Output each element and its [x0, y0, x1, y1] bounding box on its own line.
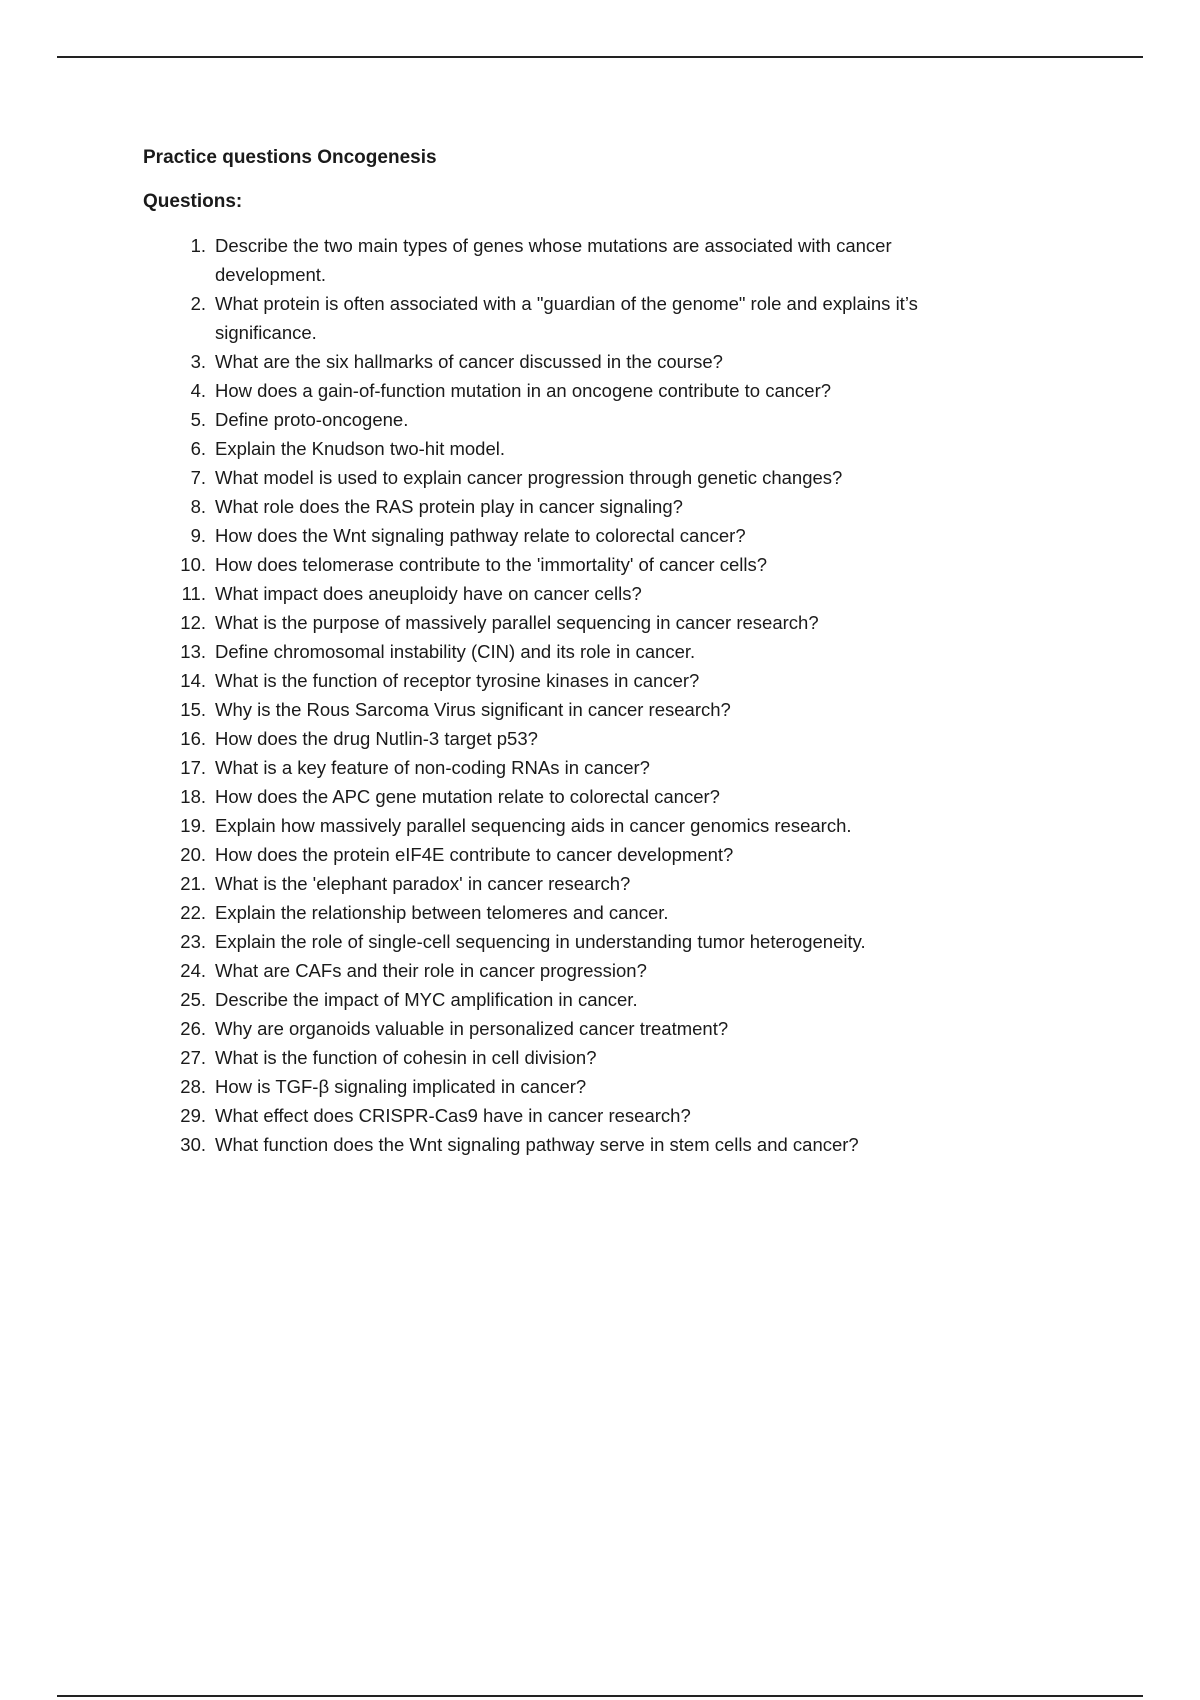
question-number: 19.: [180, 815, 206, 836]
question-text: What are CAFs and their role in cancer progression?: [215, 960, 647, 981]
question-text: Why is the Rous Sarcoma Virus significant in cancer research?: [215, 699, 731, 720]
question-number: 25.: [180, 989, 206, 1010]
question-text: How does the drug Nutlin-3 target p53?: [215, 728, 538, 749]
question-item: [143, 811, 1023, 840]
question-item: [143, 579, 1023, 608]
question-text: How is TGF-β signaling implicated in cancer?: [215, 1076, 587, 1097]
question-text: How does the Wnt signaling pathway relate to colorectal cancer?: [215, 525, 746, 546]
question-text: Explain the role of single-cell sequencing in understanding tumor heterogeneity.: [215, 931, 866, 952]
question-item: [143, 840, 1023, 869]
question-item: [143, 1014, 1023, 1043]
question-item: [143, 1101, 1023, 1130]
question-item: [143, 463, 1023, 492]
question-text: Explain how massively parallel sequencing aids in cancer genomics research.: [215, 815, 852, 836]
footer-rule: [57, 1695, 1143, 1697]
question-text: Define chromosomal instability (CIN) and its role in cancer.: [215, 641, 696, 662]
question-text: Define proto-oncogene.: [215, 409, 409, 430]
question-text: Describe the impact of MYC amplification in cancer.: [215, 989, 638, 1010]
question-item: [143, 782, 1023, 811]
question-number: 9.: [190, 525, 206, 546]
question-number: 11.: [181, 583, 206, 604]
question-text: What is the function of cohesin in cell division?: [215, 1047, 597, 1068]
question-item: [143, 898, 1023, 927]
question-text: What impact does aneuploidy have on cancer cells?: [215, 583, 642, 604]
question-item: [143, 608, 1023, 637]
question-text: What function does the Wnt signaling pathway serve in stem cells and cancer?: [215, 1134, 859, 1155]
question-item: [143, 492, 1023, 521]
question-text: What model is used to explain cancer progression through genetic changes?: [215, 467, 843, 488]
question-number: 7.: [190, 467, 206, 488]
question-number: 5.: [190, 409, 206, 430]
question-number: 13.: [180, 641, 206, 662]
question-text: What role does the RAS protein play in cancer signaling?: [215, 496, 683, 517]
question-text: What is the function of receptor tyrosine kinases in cancer?: [215, 670, 700, 691]
question-text: Why are organoids valuable in personalized cancer treatment?: [215, 1018, 729, 1039]
question-text: How does the protein eIF4E contribute to cancer development?: [215, 844, 734, 865]
question-number: 8.: [190, 496, 206, 517]
question-number: 16.: [180, 728, 206, 749]
question-number: 6.: [190, 438, 206, 459]
question-text: How does a gain-of-function mutation in an oncogene contribute to cancer?: [215, 380, 832, 401]
question-number: 24.: [180, 960, 206, 981]
question-number: 4.: [190, 380, 206, 401]
question-item: [143, 753, 1023, 782]
question-number: 27.: [180, 1047, 206, 1068]
question-text: Explain the relationship between telomeres and cancer.: [215, 902, 669, 923]
question-text: What is a key feature of non-coding RNAs in cancer?: [215, 757, 650, 778]
question-number: 14.: [180, 670, 206, 691]
question-item: [143, 956, 1023, 985]
question-item: [143, 289, 1023, 347]
question-item: [143, 231, 1023, 289]
document-title: Practice questions Oncogenesis: [143, 147, 437, 168]
question-text: How does telomerase contribute to the 'immortality' of cancer cells?: [215, 554, 768, 575]
questions-list: [143, 231, 1023, 1159]
question-number: 17.: [180, 757, 206, 778]
question-item: [143, 376, 1023, 405]
question-number: 21.: [180, 873, 206, 894]
question-item: [143, 434, 1023, 463]
question-item: [143, 869, 1023, 898]
question-item: [143, 1130, 1023, 1159]
question-item: [143, 927, 1023, 956]
question-item: [143, 347, 1023, 376]
question-item: [143, 1043, 1023, 1072]
question-text: Explain the Knudson two-hit model.: [215, 438, 506, 459]
question-number: 22.: [180, 902, 206, 923]
question-item: [143, 724, 1023, 753]
question-number: 23.: [180, 931, 206, 952]
question-item: [143, 637, 1023, 666]
question-number: 20.: [180, 844, 206, 865]
question-item: [143, 405, 1023, 434]
question-number: 15.: [180, 699, 206, 720]
question-number: 26.: [180, 1018, 206, 1039]
question-text: What is the purpose of massively parallel sequencing in cancer research?: [215, 612, 819, 633]
question-item: [143, 521, 1023, 550]
question-number: 1.: [190, 235, 206, 256]
question-item: [143, 985, 1023, 1014]
question-number: 28.: [180, 1076, 206, 1097]
question-number: 30.: [180, 1134, 206, 1155]
question-text: What protein is often associated with a "guardian of the genome" role and explains it’s significance.: [215, 293, 918, 343]
question-number: 10.: [180, 554, 206, 575]
question-item: [143, 695, 1023, 724]
question-text: Describe the two main types of genes whose mutations are associated with cancer development.: [215, 235, 892, 285]
question-item: [143, 550, 1023, 579]
question-number: 2.: [190, 293, 206, 314]
header-rule: [57, 56, 1143, 58]
question-item: [143, 666, 1023, 695]
question-number: 29.: [180, 1105, 206, 1126]
document-body: [143, 143, 1023, 1159]
question-text: How does the APC gene mutation relate to colorectal cancer?: [215, 786, 720, 807]
question-number: 3.: [190, 351, 206, 372]
questions-heading: Questions:: [143, 191, 243, 212]
question-number: 18.: [180, 786, 206, 807]
question-number: 12.: [180, 612, 206, 633]
question-text: What are the six hallmarks of cancer discussed in the course?: [215, 351, 723, 372]
question-text: What is the 'elephant paradox' in cancer research?: [215, 873, 631, 894]
question-item: [143, 1072, 1023, 1101]
question-text: What effect does CRISPR-Cas9 have in cancer research?: [215, 1105, 691, 1126]
